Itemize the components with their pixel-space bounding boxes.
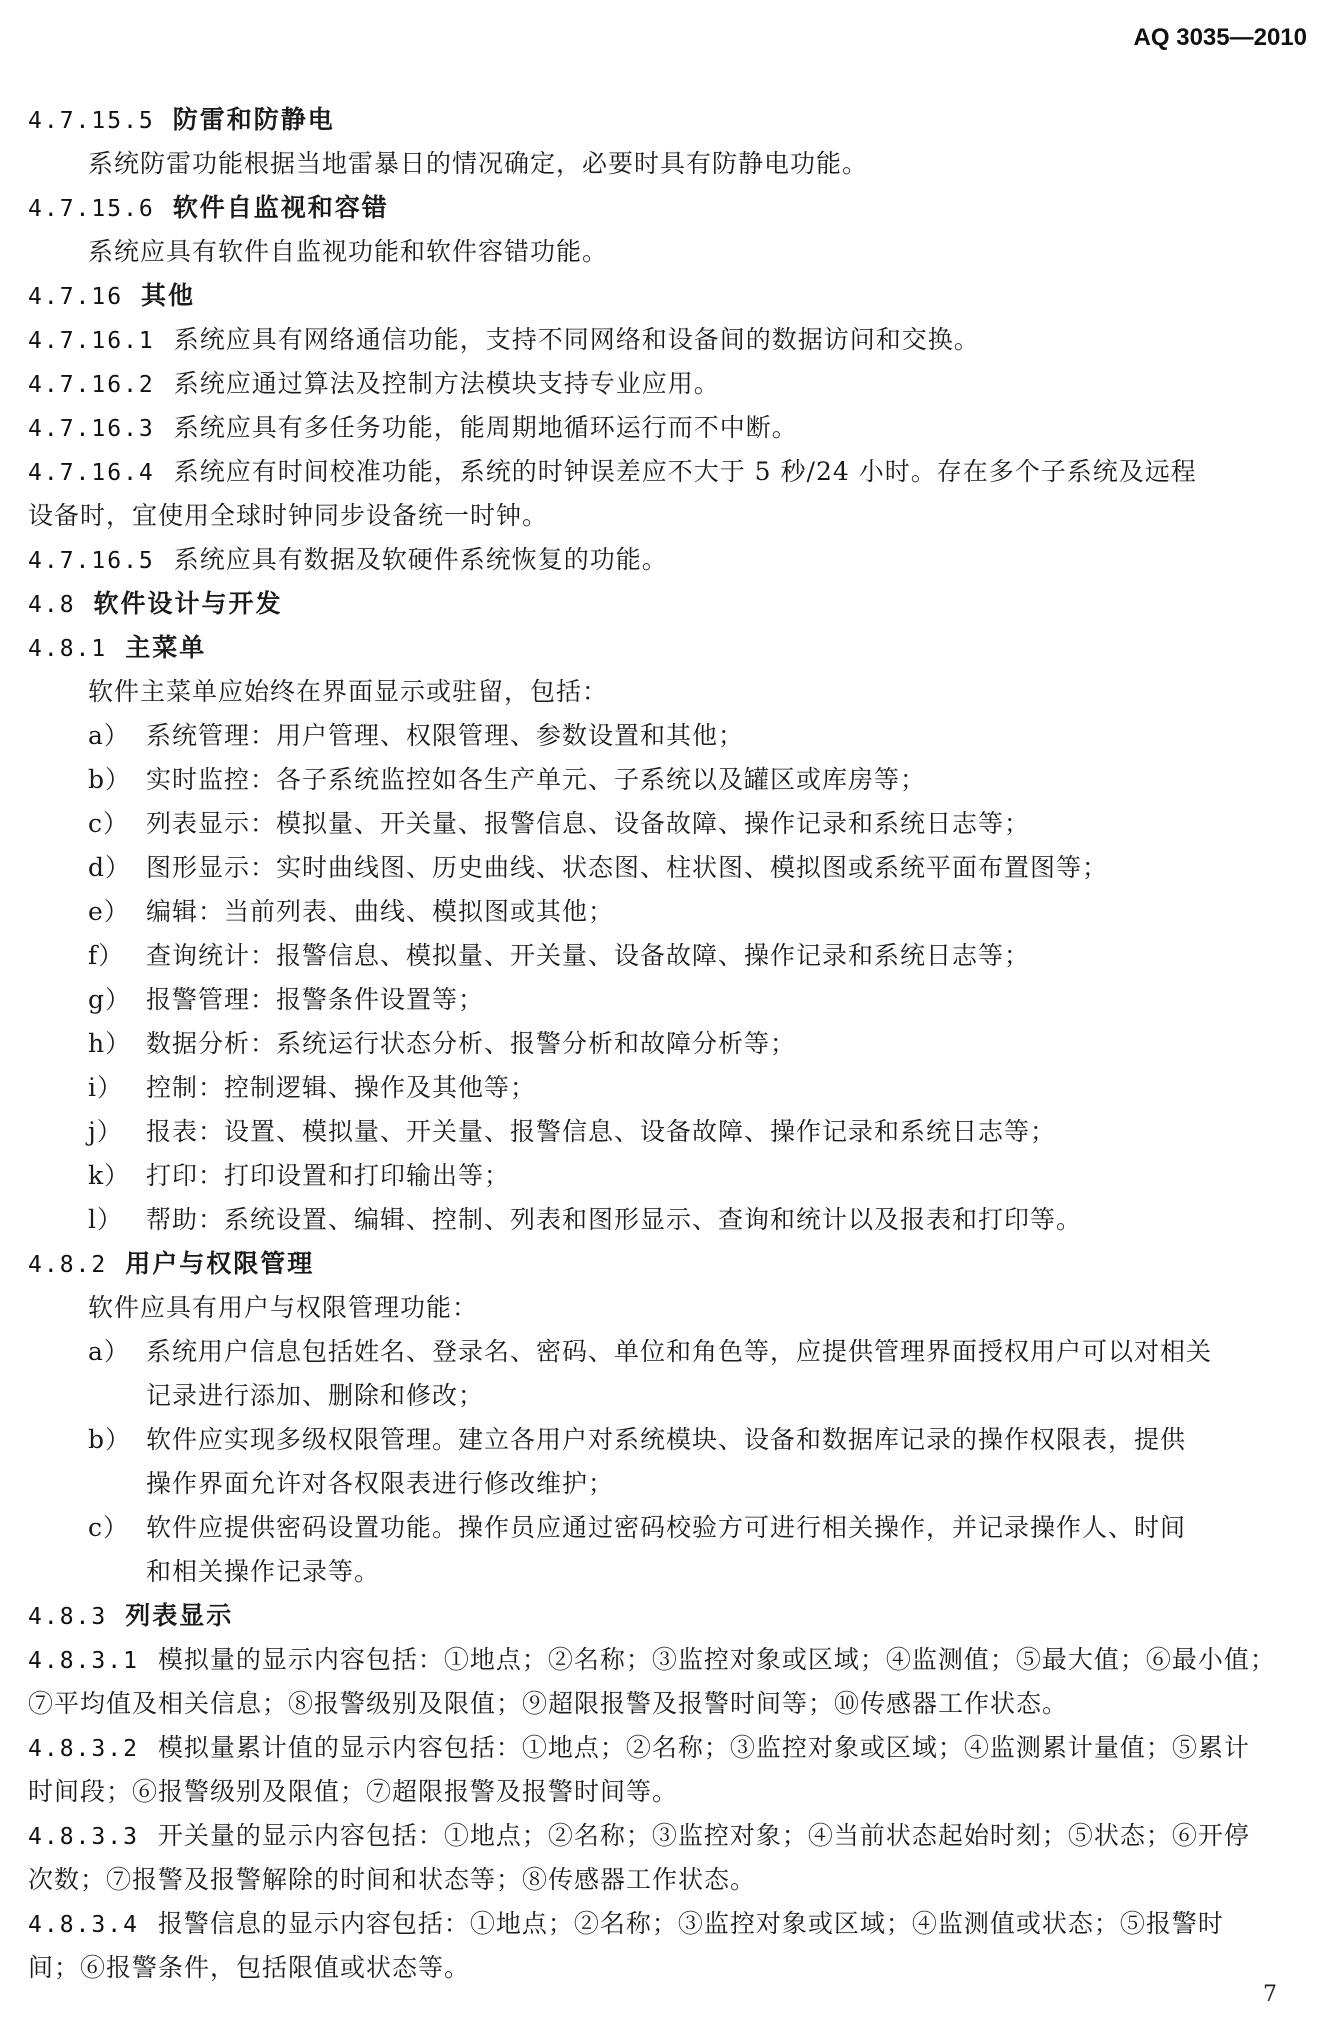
list-marker: c） — [88, 809, 130, 838]
list-marker: h） — [88, 1029, 132, 1058]
clause — [28, 318, 1308, 362]
clause-number: 4.8.3.2 — [28, 1736, 139, 1762]
section-number: 4.8.3 — [28, 1604, 108, 1630]
page-number: 7 — [1263, 1982, 1277, 2007]
list-item-text: 图形显示：实时曲线图、历史曲线、状态图、柱状图、模拟图或系统平面布置图等； — [146, 853, 1109, 882]
clause-continuation: ⑦平均值及相关信息；⑧报警级别及限值；⑨超限报警及报警时间等；⑩传感器工作状态。 — [28, 1689, 1069, 1718]
list-item — [28, 1022, 1308, 1066]
list-marker: a） — [88, 721, 130, 750]
clause-text: 系统应有时间校准功能，系统的时钟误差应不大于 5 秒/24 小时。存在多个子系统及远程 — [173, 457, 1197, 486]
list-item — [28, 890, 1308, 934]
list-marker: e） — [88, 897, 130, 926]
clause-text: 模拟量累计值的显示内容包括：①地点；②名称；③监控对象或区域；④监测累计量值；⑤累计 — [157, 1733, 1250, 1762]
list-item — [28, 1066, 1308, 1110]
list-item-text: 系统用户信息包括姓名、登录名、密码、单位和角色等，应提供管理界面授权用户可以对相关 — [146, 1337, 1213, 1366]
list-item — [28, 1418, 1308, 1462]
list-marker: g） — [88, 985, 132, 1014]
list-item-continuation: 和相关操作记录等。 — [146, 1557, 381, 1586]
clause — [28, 538, 1308, 582]
clause-continuation: 设备时，宜使用全球时钟同步设备统一时钟。 — [28, 501, 549, 530]
list-marker: k） — [88, 1161, 131, 1190]
clause — [28, 1814, 1308, 1858]
list-item — [28, 1330, 1308, 1374]
list-item-text: 报表：设置、模拟量、开关量、报警信息、设备故障、操作记录和系统日志等； — [146, 1117, 1057, 1146]
list-item-text: 帮助：系统设置、编辑、控制、列表和图形显示、查询和统计以及报表和打印等。 — [146, 1205, 1083, 1234]
section-heading — [28, 1242, 1308, 1286]
clause-continuation: 时间段；⑥报警级别及限值；⑦超限报警及报警时间等。 — [28, 1777, 679, 1806]
paragraph: 系统应具有软件自监视功能和软件容错功能。 — [88, 237, 609, 266]
list-item-text: 列表显示：模拟量、开关量、报警信息、设备故障、操作记录和系统日志等； — [146, 809, 1031, 838]
section-heading — [28, 98, 1308, 142]
clause-text: 系统应具有数据及软硬件系统恢复的功能。 — [173, 545, 668, 574]
clause-text: 模拟量的显示内容包括：①地点；②名称；③监控对象或区域；④监测值；⑤最大值；⑥最小值； — [157, 1645, 1276, 1674]
list-marker: b） — [88, 765, 132, 794]
section-title: 主菜单 — [125, 633, 207, 662]
section-number: 4.7.15.5 — [28, 108, 155, 134]
clause-text: 报警信息的显示内容包括：①地点；②名称；③监控对象或区域；④监测值或状态；⑤报警时 — [157, 1909, 1224, 1938]
list-item-continuation: 操作界面允许对各权限表进行修改维护； — [146, 1469, 615, 1498]
list-marker: a） — [88, 1337, 130, 1366]
list-marker: i） — [88, 1073, 123, 1102]
list-item-text: 查询统计：报警信息、模拟量、开关量、设备故障、操作记录和系统日志等； — [146, 941, 1031, 970]
clause — [28, 362, 1308, 406]
clause-text: 开关量的显示内容包括：①地点；②名称；③监控对象；④当前状态起始时刻；⑤状态；⑥开停 — [157, 1821, 1250, 1850]
section-heading — [28, 626, 1308, 670]
clause-text: 系统应具有多任务功能，能周期地循环运行而不中断。 — [173, 413, 798, 442]
section-heading — [28, 186, 1308, 230]
list-marker: f） — [88, 941, 125, 970]
list-item — [28, 714, 1308, 758]
section-number: 4.8.2 — [28, 1252, 108, 1278]
list-item-text: 打印：打印设置和打印输出等； — [146, 1161, 511, 1190]
clause-number: 4.8.3.3 — [28, 1824, 139, 1850]
list-item — [28, 802, 1308, 846]
list-item-text: 编辑：当前列表、曲线、模拟图或其他； — [146, 897, 615, 926]
paragraph: 软件应具有用户与权限管理功能： — [88, 1293, 479, 1322]
section-title: 其他 — [141, 281, 196, 310]
list-marker: l） — [88, 1205, 123, 1234]
section-heading — [28, 582, 1308, 626]
section-number: 4.8 — [28, 592, 76, 618]
list-item-text: 软件应提供密码设置功能。操作员应通过密码校验方可进行相关操作，并记录操作人、时间 — [146, 1513, 1187, 1542]
section-number: 4.7.16 — [28, 284, 124, 310]
section-number: 4.8.1 — [28, 636, 108, 662]
list-item — [28, 934, 1308, 978]
clause — [28, 406, 1308, 450]
section-title: 软件自监视和容错 — [172, 193, 389, 222]
section-title: 软件设计与开发 — [93, 589, 283, 618]
clause-text: 系统应具有网络通信功能，支持不同网络和设备间的数据访问和交换。 — [173, 325, 980, 354]
section-title: 列表显示 — [125, 1601, 234, 1630]
clause-number: 4.8.3.1 — [28, 1648, 139, 1674]
list-item-text: 软件应实现多级权限管理。建立各用户对系统模块、设备和数据库记录的操作权限表，提供 — [146, 1425, 1187, 1454]
clause — [28, 1638, 1308, 1682]
list-marker: d） — [88, 853, 132, 882]
section-heading — [28, 274, 1308, 318]
list-item-text: 系统管理：用户管理、权限管理、参数设置和其他； — [146, 721, 745, 750]
section-title: 用户与权限管理 — [125, 1249, 315, 1278]
clause-text: 系统应通过算法及控制方法模块支持专业应用。 — [173, 369, 720, 398]
list-item — [28, 846, 1308, 890]
list-item-text: 实时监控：各子系统监控如各生产单元、子系统以及罐区或库房等； — [146, 765, 927, 794]
list-item — [28, 1110, 1308, 1154]
section-number: 4.7.15.6 — [28, 196, 155, 222]
clause-number: 4.7.16.5 — [28, 548, 155, 574]
document-body — [28, 98, 1308, 1990]
list-marker: b） — [88, 1425, 132, 1454]
list-item — [28, 1198, 1308, 1242]
clause — [28, 450, 1308, 494]
clause-continuation: 间；⑥报警条件，包括限值或状态等。 — [28, 1953, 471, 1982]
clause — [28, 1726, 1308, 1770]
list-item — [28, 978, 1308, 1022]
clause — [28, 1902, 1308, 1946]
list-item — [28, 758, 1308, 802]
list-item — [28, 1154, 1308, 1198]
clause-number: 4.7.16.4 — [28, 460, 155, 486]
section-heading — [28, 1594, 1308, 1638]
clause-number: 4.8.3.4 — [28, 1912, 139, 1938]
list-item-text: 控制：控制逻辑、操作及其他等； — [146, 1073, 537, 1102]
paragraph: 软件主菜单应始终在界面显示或驻留，包括： — [88, 677, 609, 706]
clause-number: 4.7.16.2 — [28, 372, 155, 398]
clause-number: 4.7.16.3 — [28, 416, 155, 442]
list-marker: j） — [88, 1117, 123, 1146]
paragraph: 系统防雷功能根据当地雷暴日的情况确定，必要时具有防静电功能。 — [88, 149, 869, 178]
list-item — [28, 1506, 1308, 1550]
list-item-text: 报警管理：报警条件设置等； — [146, 985, 485, 1014]
section-title: 防雷和防静电 — [172, 105, 335, 134]
standard-number: AQ 3035—2010 — [1133, 24, 1307, 51]
clause-continuation: 次数；⑦报警及报警解除的时间和状态等；⑧传感器工作状态。 — [28, 1865, 757, 1894]
list-item-text: 数据分析：系统运行状态分析、报警分析和故障分析等； — [146, 1029, 797, 1058]
clause-number: 4.7.16.1 — [28, 328, 155, 354]
list-item-continuation: 记录进行添加、删除和修改； — [146, 1381, 485, 1410]
list-marker: c） — [88, 1513, 130, 1542]
